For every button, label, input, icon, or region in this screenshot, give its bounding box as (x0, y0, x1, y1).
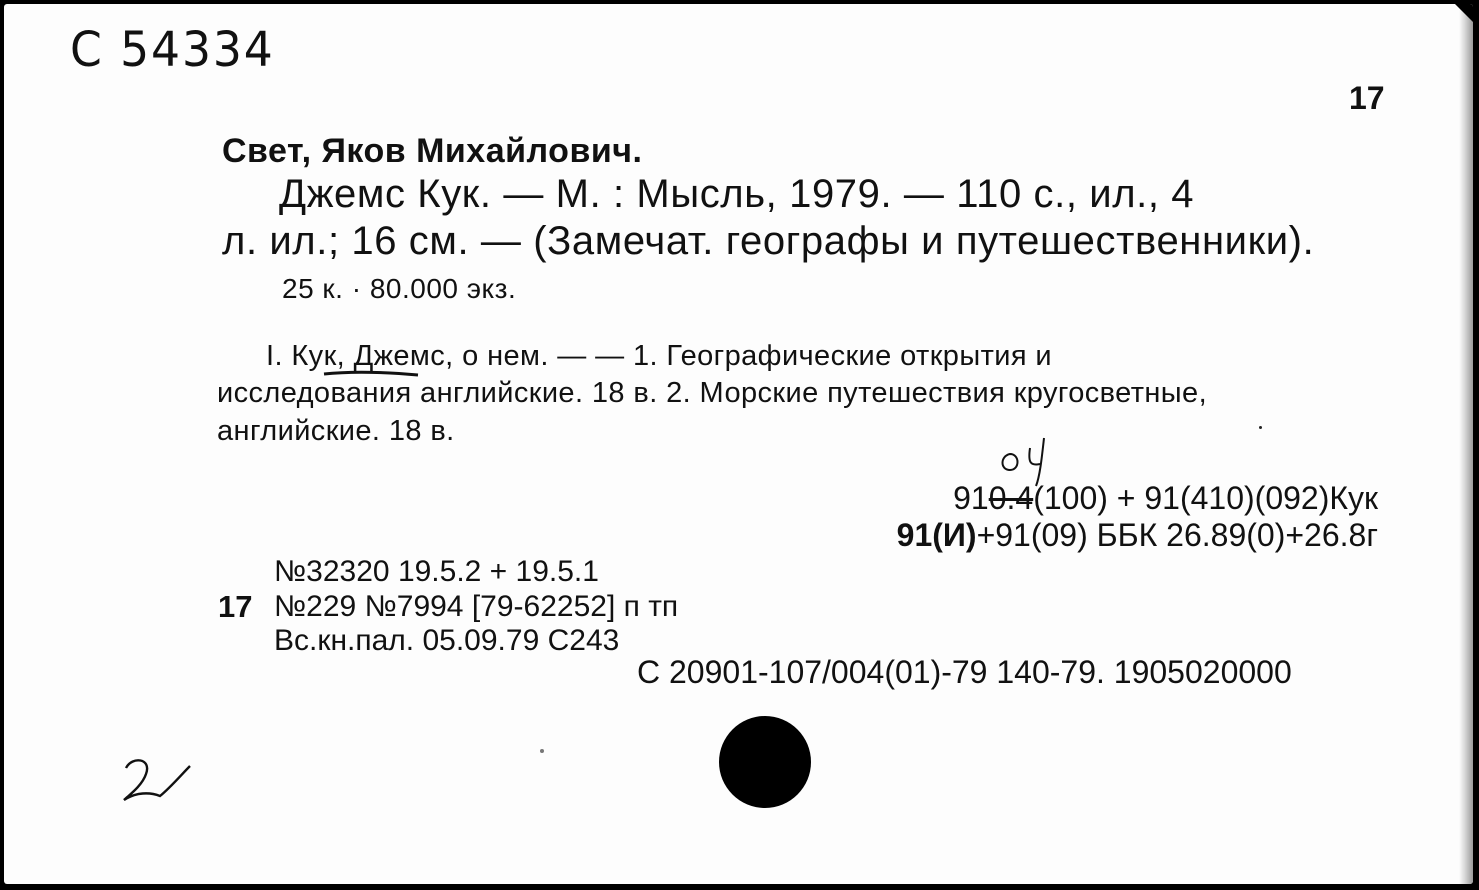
page-number: 17 (1349, 80, 1385, 116)
bbk-bold-code: 91(И) (896, 517, 977, 553)
handwritten-2-glyph (116, 752, 196, 808)
ink-speck (540, 749, 544, 753)
ink-speck (1259, 426, 1262, 429)
card-punch-hole (719, 716, 811, 808)
bibliographic-description-line-1: Джемс Кук. — М. : Мысль, 1979. — 110 с., ил., 4 (279, 172, 1195, 216)
subject-headings-line-1: I. Кук, Джемс, о нем. — — 1. Географические открытия и (266, 340, 1053, 372)
card-edge-shadow (1459, 4, 1473, 884)
handwritten-mark (116, 752, 196, 813)
subject-headings-line-3: английские. 18 в. (217, 415, 455, 447)
catalog-card (4, 4, 1473, 884)
handwritten-underline (322, 366, 422, 380)
registration-number-line-3: Вс.кн.пал. 05.09.79 С243 (274, 624, 620, 657)
card-corner (1455, 4, 1473, 22)
call-number: С 54334 (70, 22, 275, 78)
bbk-rest: +91(09) ББК 26.89(0)+26.8г (976, 517, 1378, 553)
author-heading: Свет, Яков Михайлович. (222, 132, 643, 170)
bbk-classification (897, 519, 1378, 551)
secondary-page-number: 17 (218, 589, 253, 624)
price-and-print-run: 25 к. · 80.000 экз. (282, 273, 517, 304)
registration-number-line-1: №32320 19.5.2 + 19.5.1 (274, 555, 599, 588)
udc-struck-digits: 0.4 (988, 480, 1034, 516)
bibliographic-description-line-2: л. ил.; 16 см. — (Замечат. географы и путешественники). (222, 219, 1315, 263)
registration-number-line-2: №229 №7994 [79-62252] п тп (274, 590, 679, 623)
udc-rest: (100) + 91(410)(092)Кук (1033, 480, 1378, 516)
udc-classification (953, 482, 1378, 514)
subject-headings-line-2: исследования английские. 18 в. 2. Морские путешествия кругосветные, (217, 377, 1208, 409)
udc-prefix: 91 (953, 480, 989, 516)
publication-code: С 20901-107/004(01)-79 140-79. 1905020000 (637, 654, 1292, 690)
